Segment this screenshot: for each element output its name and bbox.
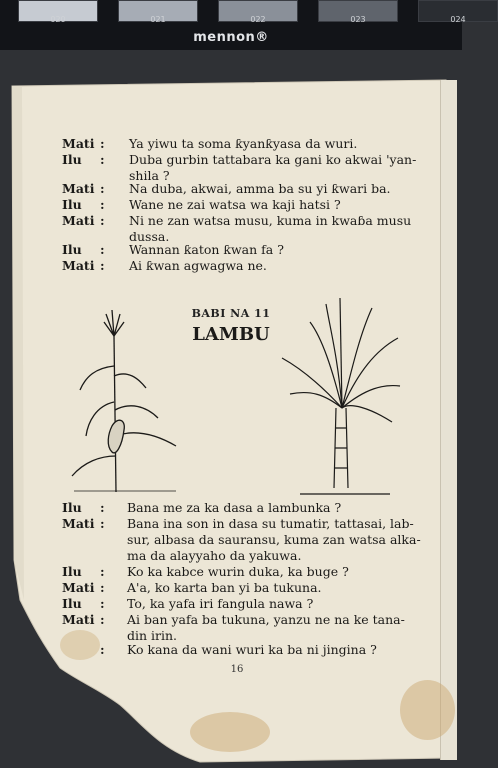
water-stain [60,630,100,660]
dialogue-line: Ko kana da wani wuri ka ba ni jingina ? [127,642,377,657]
dialogue-line: Ya yiwu ta soma ƙyanƙyasa da wuri. [129,136,358,151]
dialogue-line: Wane ne zai watsa wa kaji hatsi ? [129,197,341,212]
dialogue-line: A'a, ko karta ban yi ba tukuna. [127,580,322,595]
speaker-separator: : [100,136,105,151]
dialogue-line: Ai ƙwan agwagwa ne. [129,258,267,273]
dialogue-line: dussa. [129,229,170,244]
speaker-name: Mati [62,136,95,151]
speaker-name: Mati [62,258,95,273]
speaker-name: Ilu [62,242,82,257]
speaker-separator: : [100,564,105,579]
speaker-separator: : [100,181,105,196]
speaker-separator: : [100,213,105,228]
dialogue-line: sur, albasa da sauransu, kuma zan watsa alka- [127,532,421,547]
page-spine-edge [440,80,457,760]
speaker-name: Mati [62,181,95,196]
calibration-chip-number: 024 [450,15,466,24]
page-number: 16 [230,664,244,675]
speaker-name: Mati [62,580,95,595]
speaker-name: Mati [62,612,95,627]
speaker-separator: : [100,516,105,531]
calibration-chip-number: 020 [50,15,66,24]
speaker-name: Ilu [62,152,82,167]
speaker-separator: : [100,596,105,611]
dialogue-line: To, ka yafa iri fangula nawa ? [127,596,314,611]
dialogue-line: Ko ka kabce wurin duka, ka buge ? [127,564,349,579]
dialogue-line: Bana me za ka dasa a lambunka ? [127,500,342,515]
speaker-name: Ilu [62,500,82,515]
lesson-label: BABI NA 11 [191,307,271,320]
dialogue-line: Duba gurbin tattabara ka gani ko akwai 'yan- [129,152,417,167]
dialogue-line: Wannan ƙaton ƙwan fa ? [129,242,284,257]
calibration-chip-number: 023 [350,15,366,24]
dialogue-line: shila ? [129,168,170,183]
speaker-separator: : [100,642,105,657]
brand-logo: mennon® [193,30,269,45]
dialogue-line: Bana ina son in dasa su tumatir, tattasai, lab- [127,516,414,531]
speaker-separator: : [100,612,105,627]
speaker-separator: : [100,258,105,273]
speaker-separator: : [100,242,105,257]
speaker-separator: : [100,197,105,212]
speaker-separator: : [100,500,105,515]
sugarcane-plant-illustration [280,298,400,498]
maize-plant-illustration [66,306,186,492]
dialogue-line: Ai ban yafa ba tukuna, yanzu ne na ke tana- [127,612,405,627]
calibration-chip-number: 021 [150,15,166,24]
dialogue-line: din irin. [127,628,178,643]
lesson-title: LAMBU [192,324,270,345]
speaker-name: Ilu [62,596,82,611]
speaker-name: Ilu [62,197,82,212]
calibration-chip-number: 022 [250,15,266,24]
speaker-name: Mati [62,213,95,228]
speaker-separator: : [100,580,105,595]
water-stain [190,712,270,752]
dialogue-line: Ni ne zan watsa musu, kuma in kwaɓa musu [129,213,412,228]
speaker-separator: : [100,152,105,167]
speaker-name: Mati [62,516,95,531]
water-stain [400,680,455,740]
dialogue-line: ma da alayyaho da yakuwa. [127,548,302,563]
dialogue-line: Na duba, akwai, amma ba su yi ƙwari ba. [129,181,391,196]
speaker-name: Ilu [62,564,82,579]
